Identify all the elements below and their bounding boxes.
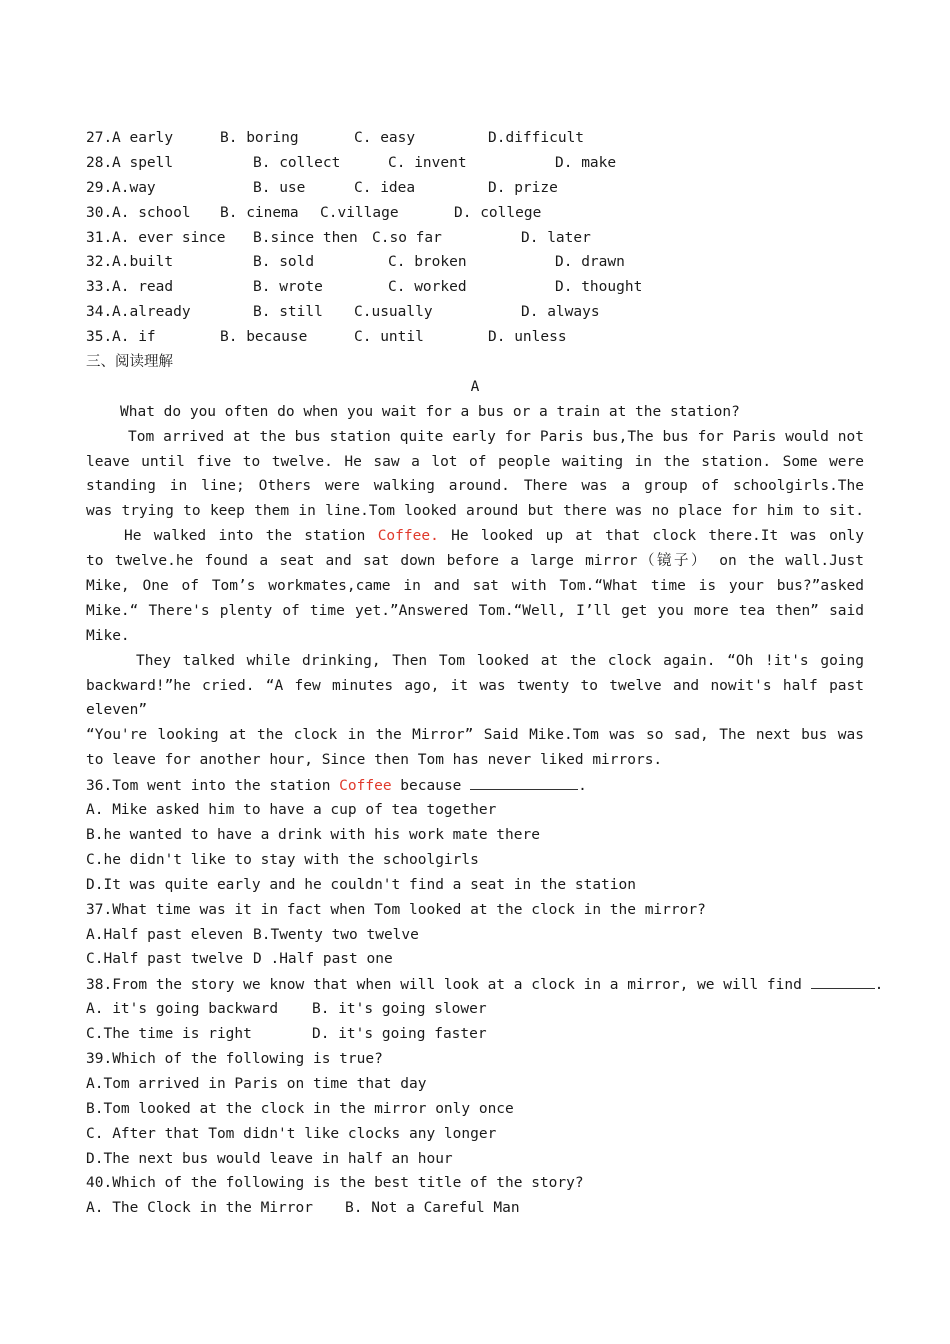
passage-line: Mike. [86, 627, 130, 644]
answer-option: D .Half past one [253, 951, 393, 968]
option-a: A. if [112, 329, 156, 346]
option-a: A spell [112, 154, 174, 171]
passage-line: to twelve.he found a seat and sat down before a large mirror（镜子） on the wall.Just [86, 553, 864, 570]
option-a: A early [112, 130, 174, 146]
option-a: A.built [112, 254, 174, 271]
section-heading: 三、阅读理解 [86, 354, 173, 371]
option-b: B. boring [220, 130, 299, 146]
option-a: A.way [112, 179, 156, 196]
answer-option: C.Half past twelve [86, 951, 244, 968]
highlighted-word: Coffee [339, 778, 392, 795]
answer-option: C.he didn't like to stay with the schoolgirls [86, 851, 479, 868]
passage-line: leave until five to twelve. He saw a lot of people waiting in the station. Some were [86, 453, 864, 470]
passage-intro: What do you often do when you wait for a bus or a train at the station? [120, 403, 740, 420]
reading-passage [86, 400, 864, 773]
option-a: A.already [112, 304, 191, 321]
option-d: D. college [454, 204, 542, 221]
option-row-28 [86, 151, 864, 176]
option-b: B.since then [253, 229, 358, 246]
question-text: . [578, 778, 587, 795]
answer-option-row [86, 1022, 864, 1047]
question-text: . [874, 977, 884, 994]
passage-line: to leave for another hour, Since then Tom has never liked mirrors. [86, 752, 663, 769]
option-row-27 [86, 126, 864, 151]
option-b: B. because [220, 329, 308, 346]
question-36 [86, 773, 864, 798]
question-number: 29. [86, 179, 113, 196]
passage-line: standing in line; Others were walking around. There was a group of schoolgirls.The [86, 478, 864, 495]
question-37: 37.What time was it in fact when Tom looked at the clock in the mirror? [86, 901, 706, 918]
answer-option: C.The time is right [86, 1026, 252, 1043]
answer-option-row [86, 923, 864, 948]
question-38 [86, 972, 884, 997]
passage-text: He walked into the station [124, 528, 378, 545]
option-row-29 [86, 176, 864, 201]
question-number: 27. [86, 130, 113, 146]
option-b: B. cinema [220, 204, 299, 221]
passage-line: backward!”he cried. “A few minutes ago, it was twenty to twelve and nowit's half past [86, 677, 864, 694]
question-40: 40.Which of the following is the best title of the story? [86, 1175, 584, 1192]
option-c: C. invent [388, 154, 467, 171]
option-c: C. worked [388, 279, 467, 296]
option-d: D. make [555, 154, 617, 171]
option-row-31 [86, 226, 864, 251]
answer-option: D. it's going faster [312, 1026, 487, 1043]
passage-line [86, 524, 864, 549]
answer-blank[interactable] [811, 972, 875, 989]
passage-line: eleven” [86, 702, 148, 719]
answer-option: A. Mike asked him to have a cup of tea together [86, 802, 497, 819]
option-c: C.usually [354, 304, 433, 321]
passage-line: Tom arrived at the bus station quite early for Paris bus,The bus for Paris would not [128, 428, 864, 445]
option-d: D.difficult [488, 130, 585, 146]
option-d: D. always [521, 304, 600, 321]
option-a: A. ever since [112, 229, 226, 246]
answer-blank[interactable] [470, 773, 578, 790]
question-number: 35. [86, 329, 113, 346]
question-number: 34. [86, 304, 113, 321]
answer-option-row [86, 997, 864, 1022]
option-row-35 [86, 325, 864, 350]
option-a: A. school [112, 204, 191, 221]
answer-option-row [86, 947, 864, 972]
option-a: A. read [112, 279, 174, 296]
answer-option: A.Half past eleven [86, 926, 244, 943]
option-row-30 [86, 201, 864, 226]
answer-option: B.Twenty two twelve [253, 926, 419, 943]
answer-option: B. it's going slower [312, 1001, 487, 1018]
answer-option: A. The Clock in the Mirror [86, 1200, 313, 1217]
option-b: B. wrote [253, 279, 323, 296]
answer-option: A. it's going backward [86, 1001, 279, 1018]
highlighted-word: Coffee. [377, 528, 439, 545]
answer-option: A.Tom arrived in Paris on time that day [86, 1075, 427, 1092]
passage-line: They talked while drinking, Then Tom looked at the clock again. “Oh !it's going [136, 652, 864, 669]
answer-option: B.Tom looked at the clock in the mirror only once [86, 1100, 514, 1117]
question-text: 36.Tom went into the station [86, 778, 340, 795]
option-c: C. easy [354, 130, 416, 146]
option-b: B. use [253, 179, 306, 196]
option-b: B. sold [253, 254, 315, 271]
option-row-33 [86, 275, 864, 300]
answer-option: D.It was quite early and he couldn't find a seat in the station [86, 876, 636, 893]
question-text: because [391, 778, 462, 795]
passage-line: Mike, One of Tom’s workmates,came in and sat with Tom.“What time is your bus?”asked [86, 578, 864, 595]
option-c: C.village [320, 204, 399, 221]
question-39: 39.Which of the following is true? [86, 1050, 383, 1067]
option-c: C. idea [354, 179, 416, 196]
question-number: 32. [86, 254, 113, 271]
option-d: D. later [521, 229, 591, 246]
question-number: 33. [86, 279, 113, 296]
passage-line: “You're looking at the clock in the Mirror” Said Mike.Tom was so sad, The next bus was [86, 727, 864, 744]
option-b: B. collect [253, 154, 341, 171]
questions [86, 773, 884, 1221]
answer-option-row [86, 1196, 864, 1221]
option-row-34 [86, 300, 864, 325]
answer-option: B. Not a Careful Man [345, 1200, 520, 1217]
worksheet-page [86, 126, 884, 1221]
cloze-options [86, 126, 864, 350]
question-number: 30. [86, 204, 113, 221]
option-row-32 [86, 250, 864, 275]
option-d: D. thought [555, 279, 643, 296]
option-d: D. prize [488, 179, 558, 196]
passage-line: was trying to keep them in line.Tom looked around but there was no place for him to sit. [86, 503, 864, 520]
option-c: C.so far [372, 229, 442, 246]
option-d: D. drawn [555, 254, 625, 271]
question-number: 28. [86, 154, 113, 171]
answer-option: D.The next bus would leave in half an hour [86, 1150, 453, 1167]
question-number: 31. [86, 229, 113, 246]
option-d: D. unless [488, 329, 567, 346]
question-text: 38.From the story we know that when will look at a clock in a mirror, we will find [86, 977, 802, 994]
passage-text: He looked up at that clock there.It was only [451, 528, 864, 545]
answer-option: C. After that Tom didn't like clocks any longer [86, 1125, 497, 1142]
answer-option: B.he wanted to have a drink with his work mate there [86, 826, 540, 843]
option-c: C. until [354, 329, 424, 346]
option-c: C. broken [388, 254, 467, 271]
option-b: B. still [253, 304, 323, 321]
passage-label: A [470, 378, 480, 395]
passage-line: Mike.“ There's plenty of time yet.”Answered Tom.“Well, I’ll get you more tea then” said [86, 602, 864, 619]
